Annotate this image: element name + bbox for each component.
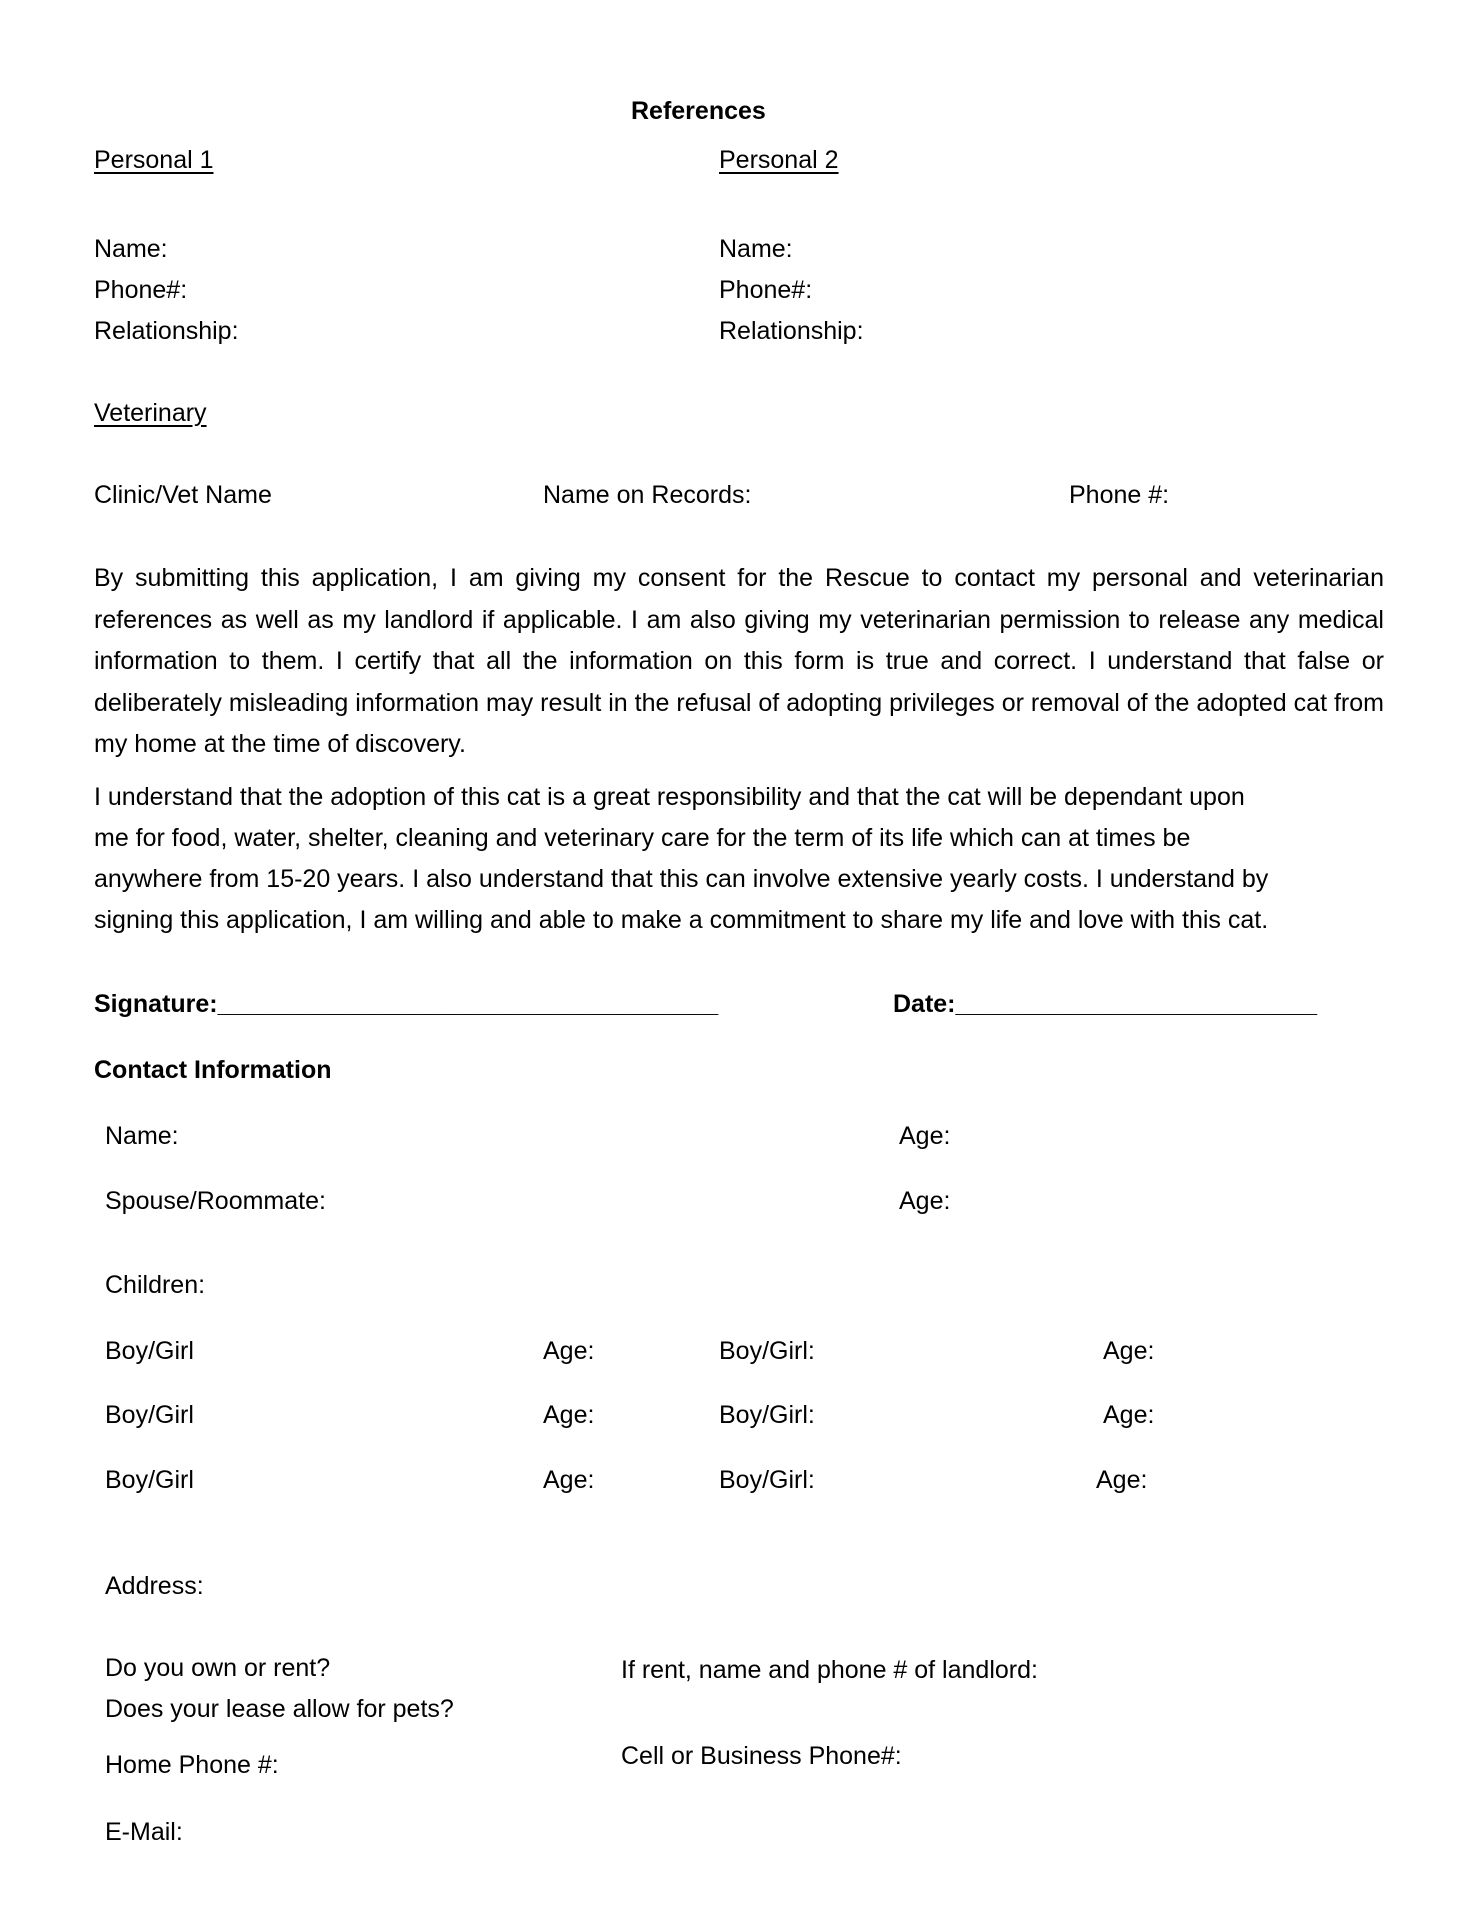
email-label: E-Mail: xyxy=(105,1818,183,1846)
personal2-heading: Personal 2 xyxy=(719,146,839,174)
personal1-phone-label: Phone#: xyxy=(94,276,188,304)
vet-records-label: Name on Records: xyxy=(543,481,752,509)
personal2-phone-label: Phone#: xyxy=(719,276,813,304)
address-label: Address: xyxy=(105,1572,204,1600)
child-right-age: Age: xyxy=(1103,1401,1155,1429)
personal1-name-label: Name: xyxy=(94,235,168,263)
personal2-relationship-label: Relationship: xyxy=(719,317,864,345)
cell-phone-label: Cell or Business Phone#: xyxy=(621,1742,902,1770)
consent-paragraph-2-line: signing this application, I am willing and able to make a commitment to share my life and love with this cat. xyxy=(94,906,1269,934)
lease-pets-label: Does your lease allow for pets? xyxy=(105,1695,454,1723)
personal2-name-label: Name: xyxy=(719,235,793,263)
child-left-age: Age: xyxy=(543,1466,595,1494)
child-left-age: Age: xyxy=(543,1401,595,1429)
landlord-label: If rent, name and phone # of landlord: xyxy=(621,1656,1038,1684)
child-right-label: Boy/Girl: xyxy=(719,1401,815,1429)
child-right-age: Age: xyxy=(1103,1337,1155,1365)
consent-paragraph-2-line: anywhere from 15-20 years. I also understand that this can involve extensive yearly costs. I understand by xyxy=(94,865,1269,893)
veterinary-heading: Veterinary xyxy=(94,399,207,427)
consent-paragraph-2-line: I understand that the adoption of this cat is a great responsibility and that the cat will be dependant upon xyxy=(94,783,1245,811)
child-left-age: Age: xyxy=(543,1337,595,1365)
contact-heading: Contact Information xyxy=(94,1056,332,1084)
contact-name-age-label: Age: xyxy=(899,1122,951,1150)
child-left-label: Boy/Girl xyxy=(105,1401,194,1429)
spouse-age-label: Age: xyxy=(899,1187,951,1215)
vet-clinic-label: Clinic/Vet Name xyxy=(94,481,272,509)
personal1-relationship-label: Relationship: xyxy=(94,317,239,345)
spouse-label: Spouse/Roommate: xyxy=(105,1187,326,1215)
date-field[interactable]: Date:__________________________ xyxy=(893,990,1318,1018)
child-right-label: Boy/Girl: xyxy=(719,1337,815,1365)
references-title: References xyxy=(631,97,766,125)
child-right-age: Age: xyxy=(1096,1466,1148,1494)
home-phone-label: Home Phone #: xyxy=(105,1751,279,1779)
children-label: Children: xyxy=(105,1271,206,1299)
vet-phone-label: Phone #: xyxy=(1069,481,1170,509)
child-left-label: Boy/Girl xyxy=(105,1337,194,1365)
consent-paragraph-2-line: me for food, water, shelter, cleaning and veterinary care for the term of its life which can at times be xyxy=(94,824,1191,852)
consent-paragraph-1: By submitting this application, I am giving my consent for the Rescue to contact my personal and veterinarian references as well as my landlord if applicable. I am also giving my veterinarian permission to release any medical information to them. I certify that all the information on this form is true and correct. I understand that false or deliberately misleading information may result in the refusal of adopting privileges or removal of the adopted cat from my home at the time of discovery. xyxy=(94,564,1384,758)
signature-field[interactable]: Signature:____________________________________ xyxy=(94,990,719,1018)
own-rent-label: Do you own or rent? xyxy=(105,1654,331,1682)
child-left-label: Boy/Girl xyxy=(105,1466,194,1494)
child-right-label: Boy/Girl: xyxy=(719,1466,815,1494)
personal1-heading: Personal 1 xyxy=(94,146,214,174)
contact-name-label: Name: xyxy=(105,1122,179,1150)
